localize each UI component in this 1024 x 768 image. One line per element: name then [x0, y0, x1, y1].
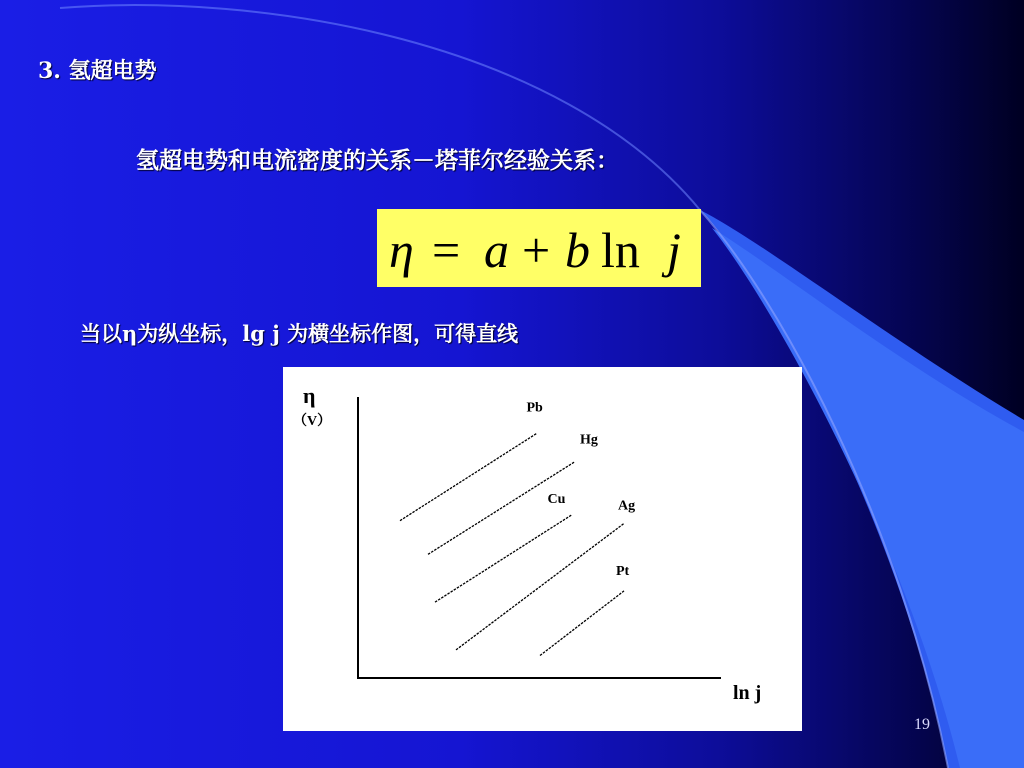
section-title: 3. 氢超电势 [38, 58, 157, 84]
series-line-ag [456, 523, 624, 649]
series-label-hg: Hg [580, 432, 598, 448]
series-label-cu: Cu [547, 492, 566, 508]
formula-ln: ln [601, 222, 640, 278]
series-layer [400, 401, 635, 656]
formula-b: b [565, 222, 590, 278]
formula-a: a [484, 222, 509, 278]
series-line-hg [428, 462, 575, 555]
formula-equals: = [432, 222, 461, 278]
tafel-plot-panel [283, 367, 802, 731]
instruction-text: 当以η为纵坐标，lg j 为横坐标作图，可得直线 [80, 321, 519, 346]
series-label-pt: Pt [616, 563, 630, 579]
tafel-plot [283, 367, 802, 731]
series-line-pb [400, 434, 537, 521]
formula-eta: η [389, 222, 414, 278]
y-axis-label: η [303, 383, 316, 408]
series-line-cu [435, 515, 572, 602]
y-axis-unit: （V） [293, 414, 332, 429]
series-label-pb: Pb [526, 400, 543, 416]
subtitle: 氢超电势和电流密度的关系－塔菲尔经验关系： [136, 147, 619, 174]
series-label-ag: Ag [618, 498, 636, 514]
tafel-formula-box [377, 209, 701, 287]
formula-plus: + [522, 222, 551, 278]
formula-j: j [667, 222, 681, 278]
x-axis-label: ln j [733, 682, 762, 704]
tafel-formula [377, 209, 701, 287]
page-number: 19 [914, 716, 930, 733]
series-line-pt [540, 591, 624, 656]
